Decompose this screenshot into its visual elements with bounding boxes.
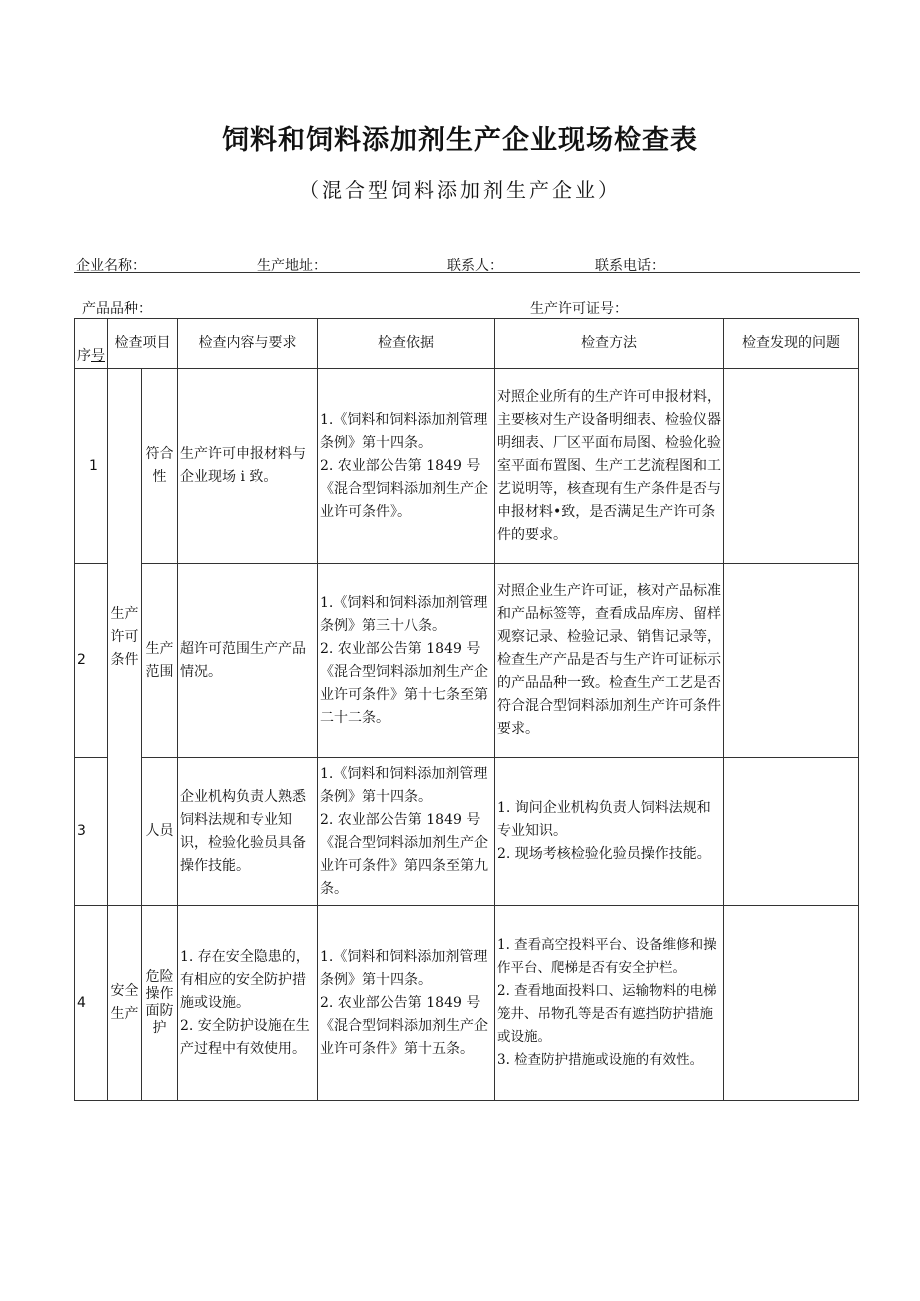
header-content: 检查内容与要求 (178, 319, 318, 369)
row-seq: 4 (75, 906, 108, 1101)
contact-label: 联系人： (447, 258, 503, 274)
row-method: 1. 询问企业机构负责人饲料法规和专业知识。 2. 现场考核检验化验员操作技能。 (495, 758, 724, 906)
table-header-row (75, 319, 859, 369)
row-sub-item: 人员 (142, 758, 178, 906)
document-title: 饲料和饲料添加剂生产企业现场检查表 (222, 125, 698, 156)
header-seq: 序号 (75, 319, 108, 369)
license-number-label: 生产许可证号： (530, 301, 628, 317)
document-subtitle: （混合型饲料添加剂生产企业） (299, 178, 621, 202)
row-content: 生产许可申报材料与企业现场 i 致。 (178, 369, 318, 564)
row-method: 对照企业所有的生产许可申报材料，主要核对生产设备明细表、检验仪器明细表、厂区平面布局图、检验化验室平面布置图、生产工艺流程图和工艺说明等，核查现有生产条件是否与申报材料•致，是否满足生产许可条件的要求。 (495, 369, 724, 564)
address-label: 生产地址： (257, 258, 327, 274)
row-sub-item: 符合性 (142, 369, 178, 564)
group-safety-production: 安全生产 (108, 906, 142, 1101)
table-row (75, 906, 859, 1101)
header-issues: 检查发现的问题 (724, 319, 859, 369)
row-issues (724, 758, 859, 906)
header-divider (74, 272, 860, 273)
row-content: 1. 存在安全隐患的，有相应的安全防护措施或设施。 2. 安全防护设施在生产过程中有效使用。 (178, 906, 318, 1101)
row-sub-item: 生产范围 (142, 564, 178, 758)
row-basis: 1.《饲料和饲料添加剂管理条例》第十四条。 2. 农业部公告第 1849 号《混合型饲料添加剂生产企业许可条件》第四条至第九条。 (318, 758, 495, 906)
group-license-conditions: 生产许可条件 (108, 369, 142, 906)
header-item: 检查项目 (108, 319, 178, 369)
row-issues (724, 906, 859, 1101)
table-row (75, 564, 859, 758)
row-basis: 1.《饲料和饲料添加剂管理条例》第十四条。 2. 农业部公告第 1849 号《混合型饲料添加剂生产企业许可条件》第十五条。 (318, 906, 495, 1101)
row-basis: 1.《饲料和饲料添加剂管理条例》第十四条。 2. 农业部公告第 1849 号《混合型饲料添加剂生产企业许可条件》。 (318, 369, 495, 564)
phone-label: 联系电话： (595, 258, 665, 274)
company-name-label: 企业名称： (76, 258, 146, 274)
row-seq: 3 (75, 758, 108, 906)
table-row (75, 369, 859, 564)
row-method: 1. 查看高空投料平台、设备维修和操作平台、爬梯是否有安全护栏。 2. 查看地面投料口、运输物料的电梯笼井、吊物孔等是否有遮挡防护措施或设施。 3. 检查防护措施或设施的有效性。 (495, 906, 724, 1101)
row-seq: 1 (75, 369, 108, 564)
product-variety-label: 产品品种： (82, 301, 152, 317)
row-issues (724, 369, 859, 564)
row-basis: 1.《饲料和饲料添加剂管理条例》第三十八条。 2. 农业部公告第 1849 号《混合型饲料添加剂生产企业许可条件》第十七条至第二十二条。 (318, 564, 495, 758)
header-method: 检查方法 (495, 319, 724, 369)
row-sub-item: 危险操作面防护 (142, 906, 178, 1101)
inspection-table (74, 318, 859, 1101)
row-seq: 2 (75, 564, 108, 758)
row-content: 企业机构负责人熟悉饲料法规和专业知识，检验化验员具备操作技能。 (178, 758, 318, 906)
header-basis: 检查依据 (318, 319, 495, 369)
row-method: 对照企业生产许可证，核对产品标准和产品标签等，查看成品库房、留样观察记录、检验记录、销售记录等，检查生产产品是否与生产许可证标示的产品品种一致。检查生产工艺是否符合混合型饲料添加剂生产许可条件要求。 (495, 564, 724, 758)
table-row (75, 758, 859, 906)
row-content: 超许可范围生产产品情况。 (178, 564, 318, 758)
row-issues (724, 564, 859, 758)
